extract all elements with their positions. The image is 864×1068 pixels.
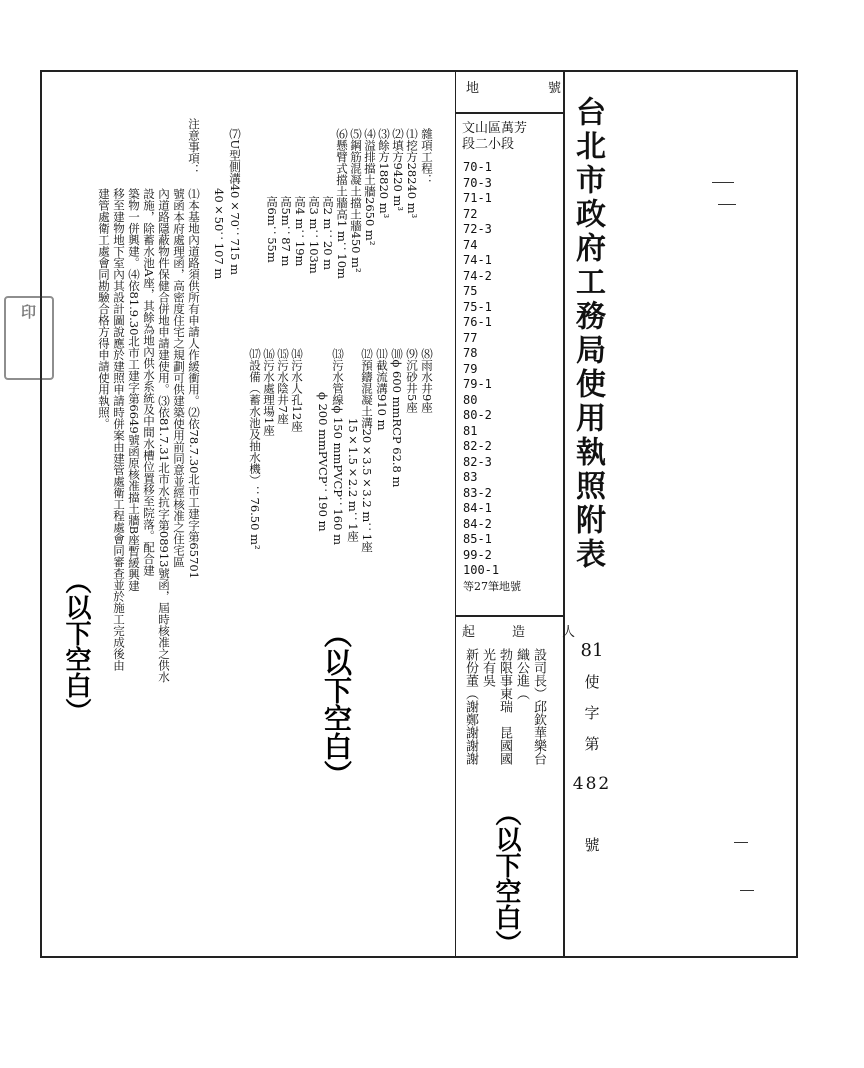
builder-col-1: 設司長）邱欽華樂台 <box>531 648 546 765</box>
misc-item-2: ⒄設備（蓄水池及抽水機）：76.50 m² <box>248 348 262 550</box>
list-item: 99-2 <box>463 547 492 562</box>
list-item: 80 <box>463 392 478 407</box>
rule-lot-column <box>455 70 456 958</box>
margin-mark <box>740 890 754 891</box>
lot-header-label: 地 號 <box>466 81 590 96</box>
lots-total: 等27筆地號 <box>463 579 521 593</box>
misc-item-2: ϕ 200 mmPVCP：190 m <box>316 392 330 532</box>
list-item: 83-2 <box>463 485 492 500</box>
misc-item-2: ⒁污水人孔12座 <box>290 348 304 432</box>
note-line: 設施，除蓄水池A座，其餘為地內供水系統及中間水槽位置移至院落。配合建 <box>142 188 156 576</box>
list-item: 85-1 <box>463 532 492 546</box>
builder-header-label: 起 造 人 <box>462 625 588 640</box>
list-item: 70-1 <box>463 160 492 174</box>
list-item: 71-1 <box>463 191 492 205</box>
margin-mark <box>712 182 734 183</box>
list-item: 77 <box>463 330 478 345</box>
note-line: 內道路隱蔽物件保健合併地申請建使用。⑶依81.7.31北市水抗字第08913號函，屆時核准之供水 <box>157 188 171 683</box>
list-item: 79 <box>463 361 478 376</box>
misc-item-2: ⑿預鑄混凝土溝20×3.5×3.2 m：1座 <box>360 348 374 553</box>
misc-item-2: ⑽ϕ 600 mmRCP 62.8 m <box>390 348 404 488</box>
builder-col-3: 勃限事東瑞 昆國國 <box>497 648 512 765</box>
builder-col-2: 織公進（ <box>514 648 529 700</box>
permit-number: 482 <box>572 774 612 794</box>
note-line: ⑴本基地內道路須供所有申請人作緩衝用。⑵依78.7.30北市工建字第65701 <box>187 188 201 579</box>
rule-title-column <box>563 70 565 958</box>
list-item: 83 <box>463 470 478 484</box>
note-line: 號函本府處理函，高密度住宅之規劃可供建築使用前同意並經核准之住宅區 <box>172 188 186 568</box>
list-item: 76-1 <box>463 315 492 329</box>
list-item: 72 <box>463 206 478 221</box>
list-item: 100-1 <box>463 563 500 577</box>
location-district: 文山區萬芳 <box>462 121 528 136</box>
misc-works-heading: 雜項工程： <box>420 128 434 186</box>
handwritten-blank-builder: （以下空白） <box>491 800 521 956</box>
misc-item: ⑷溢排擋土牆2650 m² <box>363 128 377 246</box>
notes-heading: 注意事項： <box>187 118 201 176</box>
misc-item: ⑵填方9420 m³ <box>391 128 405 211</box>
list-item: 82-2 <box>463 439 492 453</box>
note-line: 移至建物地下室內其設計圖說應於建照申請時併案由建管處衛工程處會同審查並於施工完成後由 <box>112 188 126 671</box>
list-item: 84-1 <box>463 501 492 515</box>
list-item: 72-3 <box>463 222 492 236</box>
misc-item-2: ⑾截流溝910 m <box>375 348 389 431</box>
list-item: 79-1 <box>463 377 492 391</box>
page-title: 台北市政府工務局使用執照附表 <box>570 96 605 572</box>
seal-stamp: 印 <box>4 296 54 380</box>
misc-item: 高3 m：103m <box>307 196 321 274</box>
list-item: 75 <box>463 284 478 298</box>
misc-item: 高5m：87 m <box>279 196 293 267</box>
rule-header <box>455 112 563 114</box>
list-item: 74-1 <box>463 253 492 267</box>
margin-mark <box>734 842 748 843</box>
permit-suffix: 號 <box>584 836 600 854</box>
handwritten-blank-misc: （以下空白） <box>320 620 353 788</box>
permit-char-1: 使 <box>584 673 600 691</box>
location-section: 段二小段 <box>462 137 515 152</box>
list-item: 81 <box>463 423 478 438</box>
misc-item: ⑶餘方18820 m³ <box>377 128 391 219</box>
misc-item: ⑴挖方28240 m³ <box>405 128 419 219</box>
misc-item: ⑸鋼筋混凝土擋土牆450 m² <box>349 128 363 273</box>
misc-item-2: ⒃污水處理場1座 <box>262 348 276 436</box>
permit-char-2: 字 <box>584 704 600 722</box>
rule-builder <box>455 615 563 617</box>
list-item: 75-1 <box>463 299 492 314</box>
misc-item: ⑹懸臂式擋土牆高1 m：10m <box>335 128 349 279</box>
list-item: 80-2 <box>463 408 492 422</box>
misc-item-2: ⑻雨水井9座 <box>420 348 434 413</box>
builder-col-5: 新份董（謝鄭謝謝謝 <box>463 648 478 765</box>
lot-number-list <box>463 160 543 594</box>
list-item: 84-2 <box>463 516 492 531</box>
misc-item: 高2 m：20 m <box>321 196 335 271</box>
misc-item: 40×50：107 m <box>212 188 226 280</box>
misc-item-2: ⒂污水陰井7座 <box>276 348 290 425</box>
handwritten-blank-notes: （以下空白） <box>61 568 91 724</box>
misc-item: 高6m：55m <box>265 196 279 263</box>
note-line: 築物一併興建。⑷依81.9.30北市工建字第6649號函原核准擋土牆B座暫緩興建 <box>127 188 141 592</box>
margin-mark <box>718 204 736 205</box>
list-item: 74-2 <box>463 268 492 283</box>
note-line: 建管處衛工處會同勘驗合格方得申請使用執照。 <box>97 188 111 430</box>
permit-year: 81 <box>580 640 604 661</box>
list-item: 82-3 <box>463 454 492 469</box>
builder-col-4: 光有吳 <box>480 648 495 687</box>
list-item: 70-3 <box>463 175 492 190</box>
list-item: 78 <box>463 346 478 360</box>
misc-item-2: ⑼沉砂井5座 <box>405 348 419 413</box>
permit-char-3: 第 <box>584 735 600 753</box>
misc-item: ⑺U型側溝40×70：715 m <box>228 128 242 275</box>
misc-item-2: 15×1.5×2.2 m：1座 <box>346 418 360 543</box>
list-item: 74 <box>463 237 478 252</box>
misc-item-2: ⒀污水管線ϕ 150 mmPVCP：160 m <box>331 348 345 545</box>
misc-item: 高4 m：19m <box>293 196 307 267</box>
permit-number-block <box>568 640 616 865</box>
